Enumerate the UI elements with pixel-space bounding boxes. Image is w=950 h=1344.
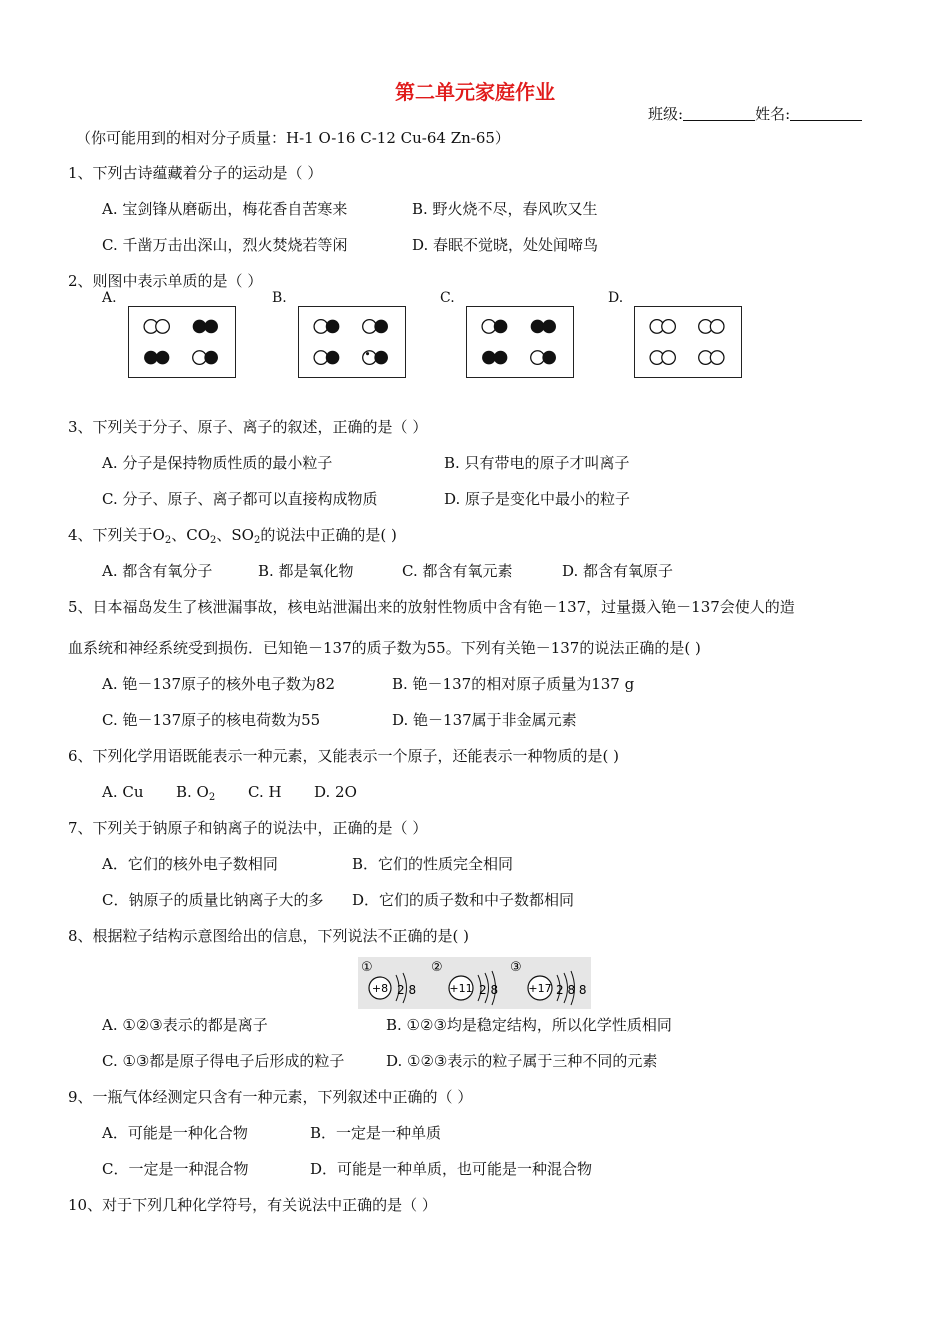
particle-3-shells: 2 8 8 <box>556 983 587 997</box>
q5-stem-line2: 血系统和神经系统受到损伤．已知铯－137的质子数为55。下列有关铯－137的说法正确的是( ) <box>68 639 701 657</box>
q5-option-b: B. 铯－137的相对原子质量为137 g <box>392 675 635 693</box>
q4-option-a: A. 都含有氧分子 <box>102 562 213 580</box>
subscript: 2 <box>210 535 217 546</box>
q9-option-c: C．一定是一种混合物 <box>102 1160 249 1178</box>
q2-label-d: D. <box>608 290 624 306</box>
class-blank[interactable] <box>683 106 755 121</box>
q4-stem <box>68 525 397 551</box>
q1-option-d: D. 春眠不觉晓，处处闻啼鸟 <box>412 236 599 254</box>
q4-stem-part: 、SO <box>216 526 254 544</box>
q9-option-d: D．可能是一种单质，也可能是一种混合物 <box>310 1160 593 1178</box>
q7-stem: 7、下列关于钠原子和钠离子的说法中，正确的是（ ） <box>68 819 428 837</box>
q3-option-a: A. 分子是保持物质性质的最小粒子 <box>102 454 333 472</box>
particle-2-nucleus: +11 <box>449 982 473 995</box>
q5-option-c: C. 铯－137原子的核电荷数为55 <box>102 711 321 729</box>
q1-option-c: C. 千凿万击出深山，烈火焚烧若等闲 <box>102 236 348 254</box>
q2-molecule-diagrams <box>102 290 782 386</box>
q6-stem: 6、下列化学用语既能表示一种元素，又能表示一个原子，还能表示一种物质的是( ) <box>68 747 620 765</box>
particle-1-number: ① <box>361 960 373 975</box>
particle-3-number: ③ <box>510 960 522 975</box>
q4-option-b: B. 都是氧化物 <box>258 562 354 580</box>
q4-stem-part: 、CO <box>171 526 210 544</box>
molecule-box-d <box>634 306 742 378</box>
subscript: 2 <box>164 535 172 546</box>
particle-3-nucleus: +17 <box>528 982 552 995</box>
molecule-box-c <box>466 306 574 378</box>
q2-label-a: A. <box>102 290 117 306</box>
q9-option-a: A．可能是一种化合物 <box>102 1124 248 1142</box>
particle-1-shells: 2 8 <box>397 983 417 997</box>
q9-option-b: B．一定是一种单质 <box>310 1124 442 1142</box>
name-blank[interactable] <box>790 106 862 121</box>
molecule-box-b <box>298 306 406 378</box>
q3-option-d: D. 原子是变化中最小的粒子 <box>444 490 631 508</box>
q5-stem-line1: 5、日本福岛发生了核泄漏事故，核电站泄漏出来的放射性物质中含有铯－137，过量摄入铯－137会使人的造 <box>68 598 795 616</box>
q6-option-a: A. Cu <box>102 783 144 801</box>
q1-option-b: B. 野火烧不尽，春风吹又生 <box>412 200 598 218</box>
q7-option-d: D．它们的质子数和中子数都相同 <box>352 891 575 909</box>
q4-stem-part: 4、下列关于O <box>68 526 165 544</box>
q8-option-c: C. ①③都是原子得电子后形成的粒子 <box>102 1052 345 1070</box>
q6-option-d: D. 2O <box>314 783 357 801</box>
q5-option-a: A. 铯－137原子的核外电子数为82 <box>102 675 336 693</box>
q7-option-b: B．它们的性质完全相同 <box>352 855 514 873</box>
particle-1-nucleus: +8 <box>371 982 389 995</box>
q8-stem: 8、根据粒子结构示意图给出的信息，下列说法不正确的是( ) <box>68 927 470 945</box>
q9-stem: 9、一瓶气体经测定只含有一种元素，下列叙述中正确的（ ） <box>68 1088 473 1106</box>
q6-option-b-text: B. O <box>176 783 209 801</box>
q3-stem: 3、下列关于分子、原子、离子的叙述，正确的是（ ） <box>68 418 428 436</box>
q7-option-c: C．钠原子的质量比钠离子大的多 <box>102 891 324 909</box>
q10-stem: 10、对于下列几种化学符号，有关说法中正确的是（ ） <box>68 1196 437 1214</box>
class-label: 班级: <box>648 105 684 123</box>
q4-option-c: C. 都含有氧元素 <box>402 562 513 580</box>
q8-option-d: D. ①②③表示的粒子属于三种不同的元素 <box>386 1052 658 1070</box>
q7-option-a: A．它们的核外电子数相同 <box>102 855 278 873</box>
q1-option-a: A. 宝剑锋从磨砺出，梅花香自苦寒来 <box>102 200 348 218</box>
q2-label-c: C. <box>440 290 455 306</box>
particle-structure-diagram <box>358 957 591 1009</box>
q2-stem: 2、则图中表示单质的是（ ） <box>68 272 263 290</box>
q3-option-b: B. 只有带电的原子才叫离子 <box>444 454 630 472</box>
q2-label-b: B. <box>272 290 287 306</box>
particle-2-number: ② <box>431 960 443 975</box>
q1-stem: 1、下列古诗蕴藏着分子的运动是（ ） <box>68 164 323 182</box>
q5-option-d: D. 铯－137属于非金属元素 <box>392 711 577 729</box>
q8-option-b: B. ①②③均是稳定结构，所以化学性质相同 <box>386 1016 672 1034</box>
q4-option-d: D. 都含有氧原子 <box>562 562 674 580</box>
q8-option-a: A. ①②③表示的都是离子 <box>102 1016 268 1034</box>
page-title: 第二单元家庭作业 <box>395 80 555 104</box>
particle-2-shells: 2 8 <box>479 983 499 997</box>
q3-option-c: C. 分子、原子、离子都可以直接构成物质 <box>102 490 378 508</box>
mass-note: （你可能用到的相对分子质量：H-1 O-16 C-12 Cu-64 Zn-65） <box>76 129 510 147</box>
q6-option-b <box>176 782 215 808</box>
name-label: 姓名: <box>755 105 791 123</box>
q4-stem-part: 的说法中正确的是( ) <box>260 526 397 544</box>
q6-option-c: C. H <box>248 783 282 801</box>
subscript: 2 <box>208 792 216 803</box>
class-name-line <box>648 103 862 124</box>
subscript: 2 <box>253 535 261 546</box>
molecule-box-a <box>128 306 236 378</box>
